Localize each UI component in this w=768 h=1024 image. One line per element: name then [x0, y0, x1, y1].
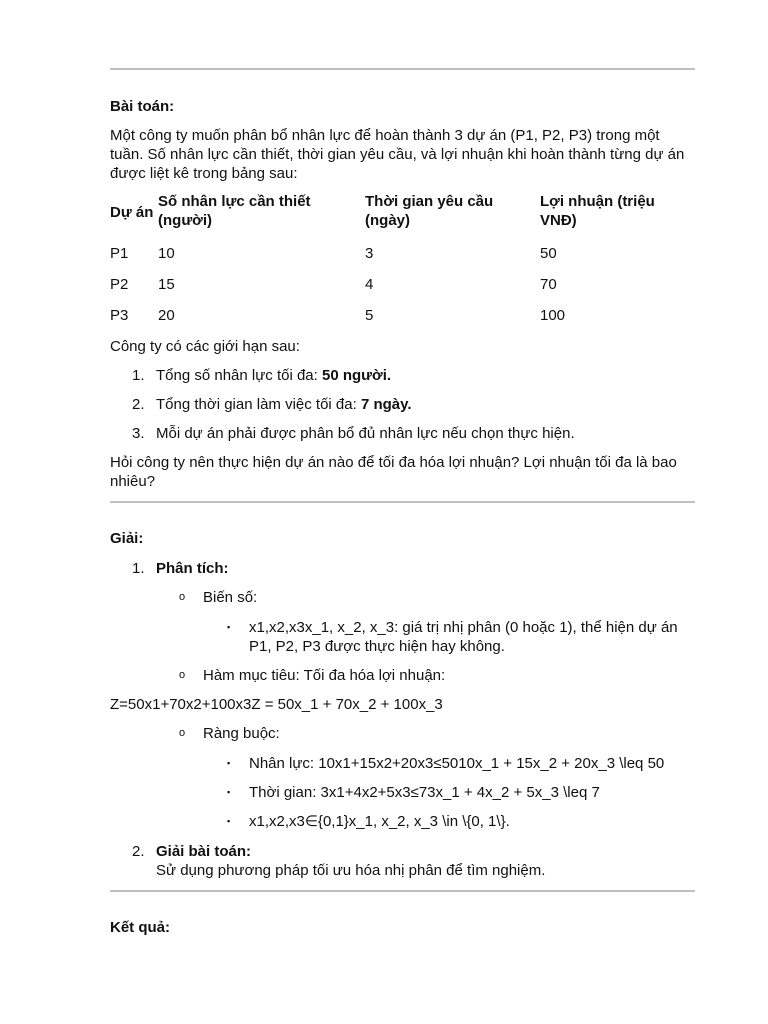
- solution-heading: Giải:: [110, 530, 144, 547]
- step2-text: Sử dụng phương pháp tối ưu hóa nhị phân để tìm nghiệm.: [156, 862, 546, 879]
- list-number: 2.: [132, 396, 145, 413]
- table-cell: 4: [365, 276, 374, 293]
- list-item-text: [156, 366, 391, 385]
- circle-bullet-icon: o: [179, 591, 186, 603]
- problem-question: Hỏi công ty nên thực hiện dự án nào để tối đa hóa lợi nhuận? Lợi nhuận tối đa là bao nhiêu?: [110, 454, 677, 490]
- divider-bottom: [110, 890, 695, 892]
- constraint-labor: Nhân lực: 10x1+15x2+20x3≤5010x_1 + 15x_2 + 20x_3 \leq 50: [249, 755, 665, 772]
- constraint-value: 50 người.: [321, 367, 392, 384]
- constraint-text: Mỗi dự án phải được phân bổ đủ nhân lực nếu chọn thực hiện.: [156, 425, 575, 442]
- table-cell: 70: [540, 276, 557, 293]
- list-number: 2.: [132, 843, 145, 860]
- variables-label: Biến số:: [203, 589, 258, 606]
- table-cell: P3: [110, 307, 129, 324]
- table-header-row: [110, 192, 695, 230]
- problem-intro: Một công ty muốn phân bổ nhân lực để hoàn thành 3 dự án (P1, P2, P3) trong một tuần. Số nhân lực cần thiết, thời gian yêu cầu, và lợi nhuận khi hoàn thành từng dự án được liệt kê trong bảng sau:: [110, 127, 685, 182]
- problem-heading: Bài toán:: [110, 98, 175, 115]
- table-cell: 3: [365, 245, 374, 262]
- circle-bullet-icon: o: [179, 669, 186, 681]
- square-bullet-icon: ▪: [227, 622, 231, 632]
- square-bullet-icon: ▪: [227, 787, 231, 797]
- table-cell: 5: [365, 307, 374, 324]
- table-cell: 50: [540, 245, 557, 262]
- table-row: [110, 230, 695, 263]
- objective-label: Hàm mục tiêu: Tối đa hóa lợi nhuận:: [203, 667, 446, 684]
- divider-middle: [110, 501, 695, 503]
- table-cell: 20: [158, 307, 175, 324]
- result-heading: Kết quả:: [110, 919, 170, 936]
- objective-formula: Z=50x1+70x2+100x3Z = 50x_1 + 70x_2 + 100x_3: [110, 696, 443, 713]
- constraint-value: 7 ngày.: [360, 396, 412, 413]
- constraints-label: Ràng buộc:: [203, 725, 280, 742]
- list-item-text: [156, 395, 412, 414]
- table-cell: 15: [158, 276, 175, 293]
- table-cell: 100: [540, 307, 566, 324]
- table-cell: P2: [110, 276, 129, 293]
- constraint-text: Tổng thời gian làm việc tối đa:: [156, 396, 361, 413]
- circle-bullet-icon: o: [179, 727, 186, 739]
- constraint-binary: x1,x2,x3∈{0,1}x_1, x_2, x_3 \in \{0, 1\}.: [249, 813, 510, 830]
- project-table: [110, 192, 695, 325]
- list-number: 1.: [132, 367, 145, 384]
- step2-title: Giải bài toán:: [156, 843, 252, 860]
- list-number: 3.: [132, 425, 145, 442]
- constraints-intro: Công ty có các giới hạn sau:: [110, 338, 300, 355]
- table-cell: 10: [158, 245, 175, 262]
- constraint-time: Thời gian: 3x1+4x2+5x3≤73x_1 + 4x_2 + 5x_3 \leq 7: [249, 784, 600, 801]
- table-row: [110, 263, 695, 294]
- table-header-cell: Dự án: [110, 204, 154, 221]
- list-number: 1.: [132, 560, 145, 577]
- table-row: [110, 294, 695, 325]
- table-header-cell: Số nhân lực cần thiết (người): [158, 193, 311, 229]
- divider-top: [110, 68, 695, 70]
- table-cell: P1: [110, 245, 129, 262]
- step1-title: Phân tích:: [156, 560, 229, 577]
- constraint-text: Tổng số nhân lực tối đa:: [156, 367, 322, 384]
- table-header-cell: Lợi nhuận (triệu VNĐ): [540, 193, 655, 229]
- square-bullet-icon: ▪: [227, 758, 231, 768]
- variables-desc: x1,x2,x3x_1, x_2, x_3: giá trị nhị phân (0 hoặc 1), thể hiện dự án P1, P2, P3 được thực hiện hay không.: [249, 619, 678, 655]
- table-header-cell: Thời gian yêu cầu (ngày): [365, 193, 494, 229]
- square-bullet-icon: ▪: [227, 816, 231, 826]
